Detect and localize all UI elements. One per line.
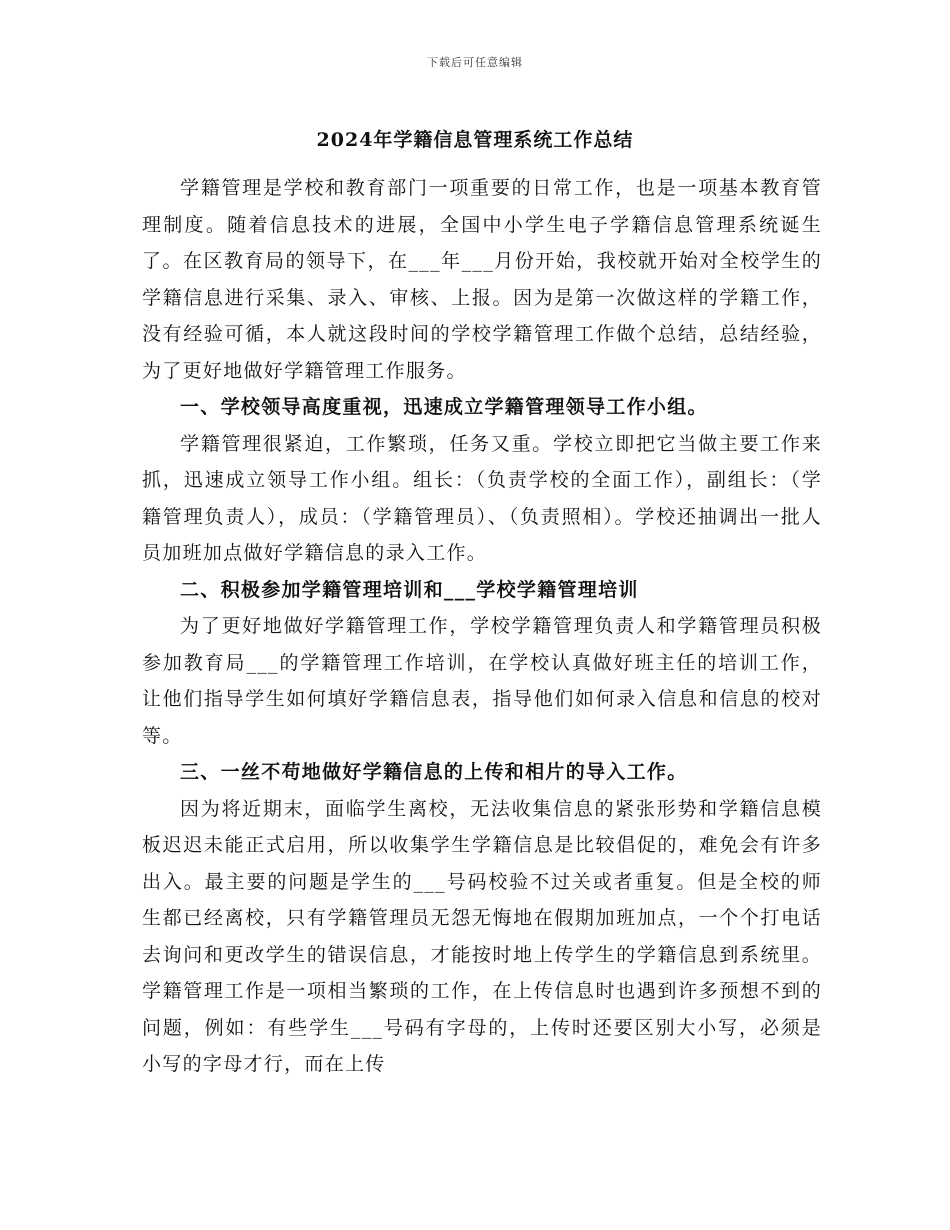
header-note: 下载后可任意编辑 (427, 56, 523, 69)
document-body (142, 170, 822, 1083)
section-heading-3: 三、一丝不苟地做好学籍信息的上传和相片的导入工作。 (180, 761, 688, 783)
section-paragraph-1: 学籍管理很紧迫，工作繁琐，任务又重。学校立即把它当做主要工作来抓，迅速成立领导工作小组。组长：（负责学校的全面工作），副组长：（学籍管理负责人），成员：（学籍管理员）、（负责照相）。学校还抽调出一批人员加班加点做好学籍信息的录入工作。 (142, 432, 822, 564)
section-heading-1: 一、学校领导高度重视，迅速成立学籍管理领导工作小组。 (180, 396, 708, 418)
section-heading-2: 二、积极参加学籍管理培训和___学校学籍管理培训 (180, 578, 639, 601)
document-title: 2024年学籍信息管理系统工作总结 (316, 129, 634, 151)
section-paragraph-3: 因为将近期末，面临学生离校，无法收集信息的紧张形势和学籍信息模板迟迟未能正式启用，所以收集学生学籍信息是比较倡促的，难免会有许多出入。最主要的问题是学生的___号码校验不过关或者重复。但是全校的师生都已经离校，只有学籍管理员无怨无悔地在假期加班加点，一个个打电话去询问和更改学生的错误信息，才能按时地上传学生的学籍信息到系统里。学籍管理工作是一项相当繁琐的工作，在上传信息时也遇到许多预想不到的问题，例如：有些学生___号码有字母的，上传时还要区别大小写，必须是小写的字母才行，而在上传 (142, 797, 822, 1075)
section-paragraph-2: 为了更好地做好学籍管理工作，学校学籍管理负责人和学籍管理员积极参加教育局___的学籍管理工作培训，在学校认真做好班主任的培训工作，让他们指导学生如何填好学籍信息表，指导他们如何录入信息和信息的校对等。 (142, 615, 822, 747)
intro-paragraph: 学籍管理是学校和教育部门一项重要的日常工作，也是一项基本教育管理制度。随着信息技术的进展，全国中小学生电子学籍信息管理系统诞生了。在区教育局的领导下，在___年___月份开始，我校就开始对全校学生的学籍信息进行采集、录入、审核、上报。因为是第一次做这样的学籍工作，没有经验可循，本人就这段时间的学校学籍管理工作做个总结，总结经验，为了更好地做好学籍管理工作服务。 (142, 177, 822, 382)
